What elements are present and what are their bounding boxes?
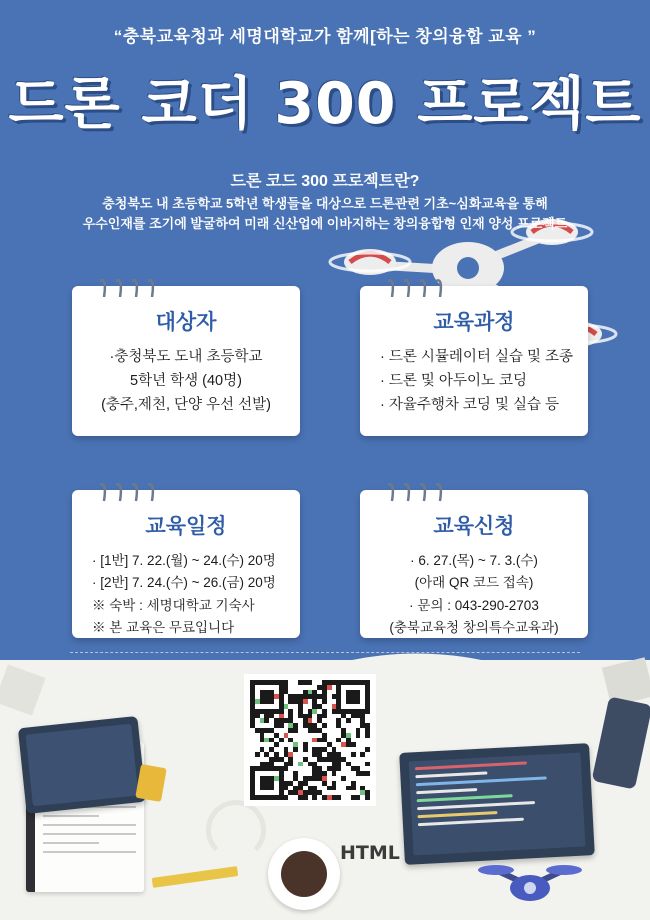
card-body xyxy=(374,346,574,418)
card-application xyxy=(360,490,588,638)
card-line: ※ 숙박 : 세명대학교 기숙사 xyxy=(92,597,255,613)
qr-code[interactable] xyxy=(244,674,376,806)
card-line: (충북교육청 창의특수교육과) xyxy=(389,619,559,635)
card-target-audience xyxy=(72,286,300,436)
headphones xyxy=(206,800,266,860)
poster-subheading: 드론 코드 300 프로젝트란? xyxy=(230,173,420,190)
card-line: · 드론 및 아두이노 코딩 xyxy=(380,372,528,389)
card-body xyxy=(86,550,286,639)
card-line: · 문의 : 043-290-2703 xyxy=(409,597,539,613)
poster-tagline: “충북교육청과 세명대학교가 함께[하는 창의융합 교육 ” xyxy=(113,27,537,46)
card-line: ·충청북도 도내 초등학교 xyxy=(109,349,263,365)
card-title: 대상자 xyxy=(155,311,217,334)
laptop-screen-code xyxy=(409,753,586,856)
card-line: · [2반] 7. 24.(수) ~ 26.(금) 20명 xyxy=(92,575,276,591)
description-line-2: 우수인재를 조기에 발굴하여 미래 신산업에 이바지하는 창의융합형 인재 양성 프로젝트 xyxy=(82,216,568,232)
description-line-1: 충청북도 내 초등학교 5학년 학생들을 대상으로 드론관련 기초~심화교육을 통해 xyxy=(102,196,548,211)
tablet-device xyxy=(18,716,146,814)
qr-code-matrix xyxy=(250,680,370,800)
card-line: · 6. 27.(목) ~ 7. 3.(수) xyxy=(410,553,538,568)
tablet-screen xyxy=(26,724,139,807)
card-title: 교육일정 xyxy=(145,515,227,538)
card-line: · 드론 시뮬레이터 실습 및 조종 xyxy=(380,349,574,365)
card-title: 교육과정 xyxy=(433,311,515,334)
card-line: ※ 본 교육은 무료입니다 xyxy=(92,619,235,635)
drone-illustration-bottom xyxy=(470,848,590,918)
card-body xyxy=(374,550,574,639)
poster-title: 드론 코더 300 프로젝트 xyxy=(8,71,642,137)
card-schedule xyxy=(72,490,300,638)
card-line: (충주,제천, 단양 우선 선발) xyxy=(101,396,271,413)
coffee-cup xyxy=(268,838,340,910)
card-body xyxy=(86,346,286,418)
card-line: 5학년 학생 (40명) xyxy=(130,372,242,389)
card-line: · 자율주행차 코딩 및 실습 등 xyxy=(380,396,560,413)
poster-description xyxy=(0,194,650,234)
card-line: (아래 QR 코드 접속) xyxy=(414,575,534,591)
laptop xyxy=(399,743,595,865)
html-text-label: HTML xyxy=(340,842,400,864)
card-curriculum xyxy=(360,286,588,436)
card-title: 교육신청 xyxy=(433,515,515,538)
card-line: · [1반] 7. 22.(월) ~ 24.(수) 20명 xyxy=(92,553,276,568)
coffee-liquid xyxy=(281,851,327,897)
